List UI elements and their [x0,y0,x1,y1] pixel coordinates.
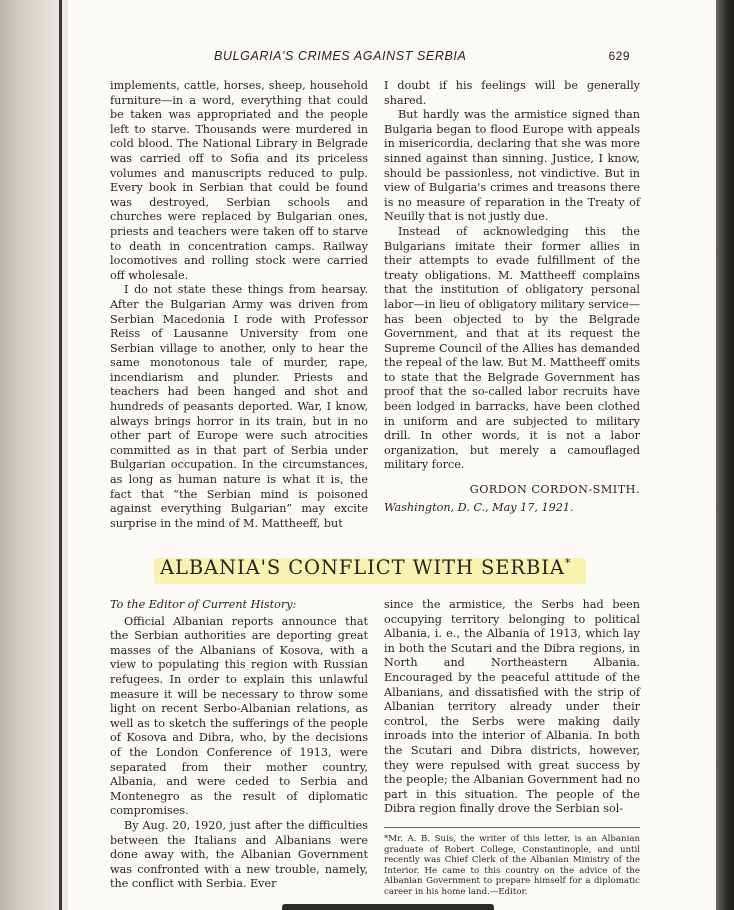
paragraph: Official Albanian reports announce that the Serbian authorities are deporting great masses of the Albanians of Kosova, with a view to populating this region with Russian refugees. In order to explain this unlawful measure it will be necessary to throw some light on recent Serbo-Albanian relations, as well as to sketch the sufferings of the people of Kosova and Dibra, who, by the decisions of the London Conference of 1913, were separated from their mother country, Albania, and were ceded to Serbia and Montenegro as the result of diplomatic compromises. [110,614,368,818]
top-left-column [110,79,368,531]
article-title [160,556,571,586]
top-right-column [384,79,640,515]
author-signature: GORDON CORDON-SMITH. [469,483,640,497]
paragraph: By Aug. 20, 1920, just after the difficulties between the Italians and Albanians were done away with, the Albanian Government was confronted with a new trouble, namely, the conflict with Serbia. Ever [110,818,368,891]
paragraph: But hardly was the armistice signed than Bulgaria began to flood Europe with appeals in misericordia, declaring that she was more sinned against than sinning. Justice, I know, should be passionless, not vindictive. But in view of Bulgaria's crimes and treasons there is no measure of reparation in the Treaty of Neuilly that is not justly due. [384,108,640,224]
running-head-title: BULGARIA'S CRIMES AGAINST SERBIA [214,49,467,63]
running-head [110,49,630,67]
scan-bottom-tab [282,904,494,910]
page-number: 629 [608,49,630,63]
footnote: *Mr. A. B. Suis, the writer of this letter, is an Albanian graduate of Robert College, Constantinople, and until recently was Chief Clerk of the Albanian Ministry of the Interior. He came to this country on the advice of the Albanian Government to prepare himself for a diplomatic career in his home land.—Editor. [384,833,640,897]
article-right-column [384,598,640,897]
scan-binding-line [59,0,62,910]
paragraph: since the armistice, the Serbs had been occupying territory belonging to political Albania, i. e., the Albania of 1913, which lay in both the Scutari and the Dibra regions, in North and Northeastern Albania. Encouraged by the peaceful attitude of the Albanians, and dissatisfied with the strip of Albanian territory already under their control, the Serbs were making daily inroads into the interior of Albania. In both the Scutari and Dibra districts, however, they were repulsed with great success by the people; the Albanian Government had no part in this situation. The people of the Dibra region finally drove the Serbian sol- [384,598,640,816]
footnote-marker: * [564,556,572,570]
paragraph: I do not state these things from hearsay. After the Bulgarian Army was driven from Serbian Macedonia I rode with Professor Reiss of Lausanne University from one Serbian village to another, only to hear the same monotonous tale of murder, rape, incendiarism and plunder. Priests and teachers had been hanged and shot and hundreds of peasants deported. War, I know, always brings horror in its train, but in no other part of Europe were such atrocities committed as in that part of Serbia under Bulgarian occupation. In the circumstances, as long as human nature is what it is, the fact that “the Serbian mind is poisoned against everything Bulgarian” may excite surprise in the mind of M. Mattheeff, but [110,283,368,530]
article-title-text: ALBANIA'S CONFLICT WITH SERBIA [160,556,565,579]
footnote-divider [384,827,640,828]
dateline: Washington, D. C., May 17, 1921. [384,500,574,514]
scan-right-edge [716,0,734,910]
paragraph: implements, cattle, horses, sheep, household furniture—in a word, everything that could be taken was appropriated and the people left to starve. Thousands were murdered in cold blood. The National Library in Belgrade was carried off to Sofia and its priceless volumes and manuscripts reduced to pulp. Every book in Serbian that could be found was destroyed, Serbian schools and churches were replaced by Bulgarian ones, priests and teachers were taken off to starve to death in concentration camps. Railway locomotives and rolling stock were carried off wholesale. [110,79,368,282]
scan-left-margin [0,0,68,910]
paragraph: I doubt if his feelings will be generally shared. [384,79,640,107]
paragraph: Instead of acknowledging this the Bulgarians imitate their former allies in their attempts to evade fulfillment of the treaty obligations. M. Mattheeff complains that the institution of obligatory personal labor—in lieu of obligatory military service—has been objected to by the Belgrade Government, and that at its request the Supreme Council of the Allies has demanded the repeal of the law. But M. Mattheeff omits to state that the Belgrade Government has proof that the so-called labor recruits have been lodged in barracks, have been clothed in uniform and are subjected to military drill. In other words, it is not a labor organization, but merely a camouflaged military force. [384,224,640,472]
salutation: To the Editor of Current History: [110,598,297,611]
article-left-column [110,598,368,892]
